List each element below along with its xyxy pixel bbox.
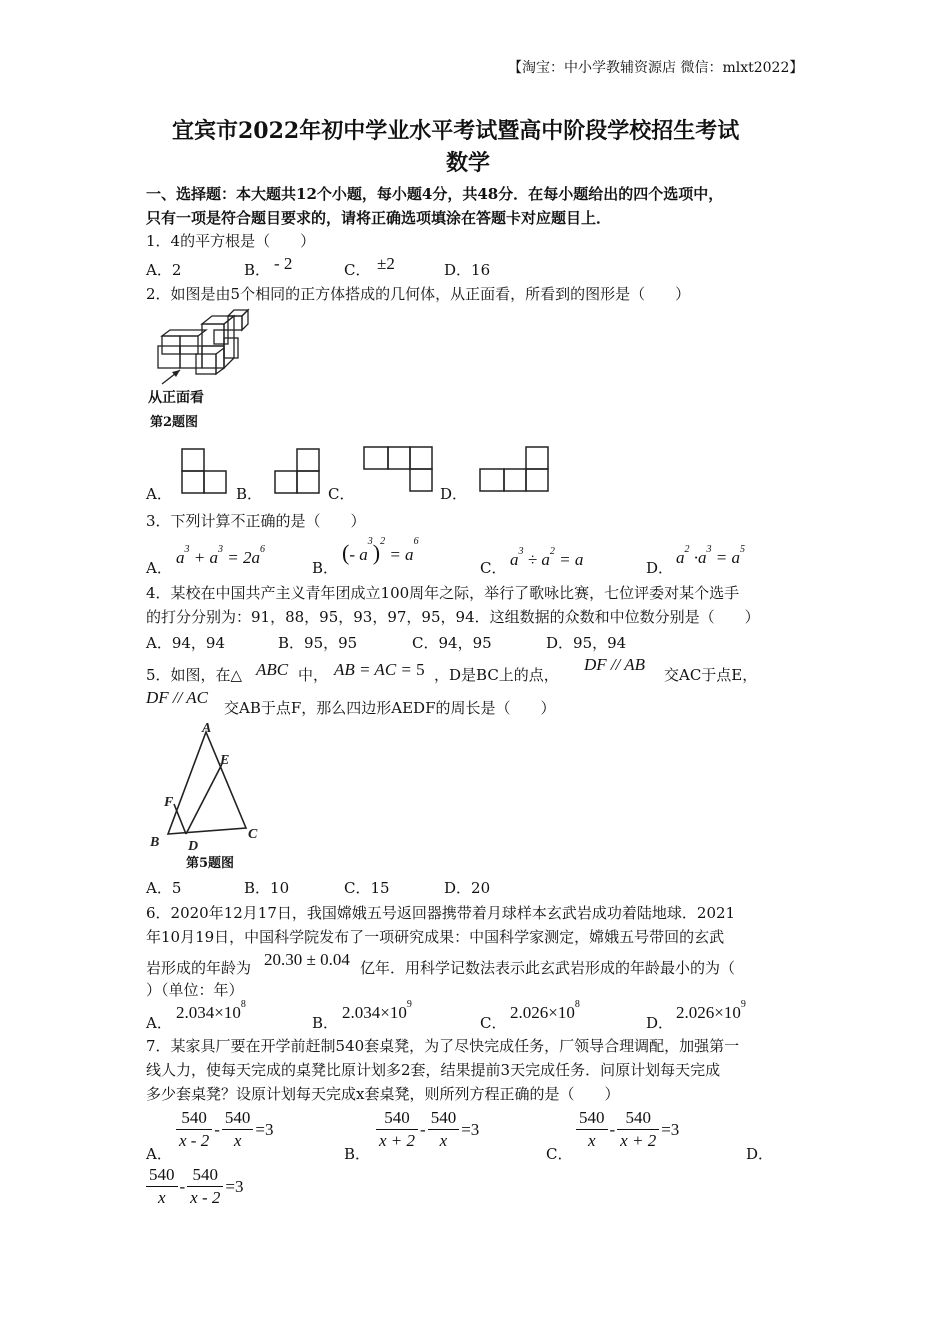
q6-line4: ）（单位：年）: [146, 981, 244, 999]
q6-option-a: A．: [146, 1014, 172, 1032]
q2-stem: 2．如图是由5个相同的正方体搭成的几何体，从正面看，所看到的图形是（ ）: [146, 285, 691, 303]
q5-point-d: D: [188, 839, 199, 854]
q1-option-a: A．2: [146, 261, 182, 279]
q6-option-c: C．: [480, 1014, 507, 1032]
q3-option-c-expr: $a^3 \div a^2 = a$: [510, 546, 584, 569]
q4-line1: 4．某校在中国共产主义青年团成立100周年之际，举行了歌咏比赛，七位评委对某个选手: [146, 584, 740, 602]
q5-line1-c: ，D是BC上的点，: [434, 666, 559, 684]
q2-figure-caption: 从正面看: [148, 390, 204, 406]
q7-line3: 多少套桌凳？设原计划每天完成x套桌凳，则所列方程正确的是（ ）: [146, 1085, 620, 1103]
q5-ab-ac-eq: AB = AC = 5: [334, 660, 425, 679]
q7-option-d: D．: [746, 1145, 774, 1163]
q6-option-d-expr: $2.026\times 10^9$: [676, 999, 746, 1022]
q3-option-d: D．: [646, 559, 674, 577]
page-title: 宜宾市2022年初中学业水平考试暨高中阶段学校招生考试: [172, 118, 740, 144]
q5-df-parallel-ab: DF // AB: [584, 655, 646, 674]
q7-line2: 线人力，使每天完成的桌凳比原计划多2套，结果提前3天完成任务．问原计划每天完成: [146, 1061, 721, 1079]
q5-point-b: B: [150, 835, 160, 850]
q3-option-a-expr: $a^3 + a^3 = 2a^6$: [176, 544, 265, 567]
q7-option-a-equation: $\frac{540}{x - 2}$ - $\frac{540}{x}$ =3: [174, 1107, 273, 1152]
q5-line2: 交AB于点F，那么四边形AEDF的周长是（ ）: [224, 699, 556, 717]
q6-option-b: B．: [312, 1014, 339, 1032]
q1-stem: 1．4的平方根是（ ）: [146, 232, 316, 250]
q6-option-b-expr: $2.034\times 10^9$: [342, 999, 412, 1022]
watermark: 【淘宝：中小学教辅资源店 微信：mlxt2022】: [508, 60, 804, 76]
q3-option-c: C．: [480, 559, 507, 577]
q3-option-b-expr: (- $a^3)^2 = a^6$: [342, 536, 419, 565]
q1-option-c-value: ±2: [377, 254, 395, 273]
q7-option-a: A．: [146, 1145, 172, 1163]
q2-option-d-figure: [478, 445, 552, 495]
q1-option-c-label: C．: [344, 261, 371, 279]
q1-option-b-value: - 2: [274, 254, 293, 273]
q2-option-c-figure: [362, 445, 436, 493]
q7-option-b-equation: $\frac{540}{x + 2}$ - $\frac{540}{x}$ =3: [374, 1107, 479, 1152]
q1-option-b-label: B．: [244, 261, 271, 279]
q2-option-b-figure: [273, 447, 321, 495]
q7-option-d-equation: $\frac{540}{x}$ - $\frac{540}{x - 2}$ =3: [144, 1164, 243, 1209]
q7-line1: 7．某家具厂要在开学前赶制540套桌凳，为了尽快完成任务，厂领导合理调配，加强第一: [146, 1037, 740, 1055]
subject-title: 数学: [446, 150, 491, 176]
q3-option-b: B．: [312, 559, 339, 577]
q5-triangle-figure: [150, 722, 270, 852]
q7-option-b: B．: [344, 1145, 371, 1163]
q7-option-c-equation: $\frac{540}{x}$ - $\frac{540}{x + 2}$ =3: [574, 1107, 679, 1152]
q5-option-a: A．5: [146, 879, 182, 897]
q5-point-e: E: [220, 753, 230, 768]
q5-option-c: C．15: [344, 879, 390, 897]
q4-option-b: B．95，95: [278, 634, 358, 652]
q3-stem: 3．下列计算不正确的是（ ）: [146, 512, 366, 530]
q6-age-value: 20.30 ± 0.04: [264, 950, 350, 969]
q5-line1-b: 中，: [298, 666, 329, 684]
q2-figure-label: 第2题图: [150, 415, 199, 430]
q5-option-d: D．20: [444, 879, 491, 897]
q5-option-b: B．10: [244, 879, 290, 897]
q5-df-parallel-ac: DF // AC: [146, 688, 209, 707]
q4-option-d: D．95，94: [546, 634, 627, 652]
q2-option-c: C．: [328, 485, 355, 503]
q3-option-d-expr: $a^2 \cdot a^3 = a^5$: [676, 544, 745, 567]
q4-line2: 的打分分别为：91，88，95，93，97，95，94．这组数据的众数和中位数分别是（ ）: [146, 608, 760, 626]
q6-line1: 6．2020年12月17日，我国嫦娥五号返回器携带着月球样本玄武岩成功着陆地球．2021: [146, 904, 736, 922]
q5-point-f: F: [164, 795, 174, 810]
q5-point-a: A: [202, 721, 212, 736]
q1-option-d: D．16: [444, 261, 491, 279]
q3-option-a: A．: [146, 559, 172, 577]
q5-point-c: C: [248, 827, 258, 842]
q4-option-c: C．94，95: [412, 634, 492, 652]
q6-line2: 年10月19日，中国科学院发布了一项研究成果：中国科学家测定，嫦娥五号带回的玄武: [146, 928, 725, 946]
q6-line3-a: 岩形成的年龄为: [146, 959, 252, 977]
q5-line1-d: 交AC于点E，: [664, 666, 758, 684]
q2-option-a-figure: [180, 447, 228, 495]
section-header-line2: 只有一项是符合题目要求的，请将正确选项填涂在答题卡对应题目上．: [146, 209, 612, 227]
q5-triangle-abc: ABC: [256, 660, 289, 679]
q5-line1-a: 5．如图，在△: [146, 666, 243, 684]
q2-option-b: B．: [236, 485, 263, 503]
q7-option-c: C．: [546, 1145, 573, 1163]
q2-option-a: A．: [146, 485, 172, 503]
q6-option-d: D．: [646, 1014, 674, 1032]
q6-line3-b: 亿年．用科学记数法表示此玄武岩形成的年龄最小的为（: [360, 959, 736, 977]
section-header-line1: 一、选择题：本大题共12个小题，每小题4分，共48分．在每小题给出的四个选项中，: [146, 185, 724, 203]
q6-option-c-expr: $2.026\times 10^8$: [510, 999, 580, 1022]
q5-figure-label: 第5题图: [186, 856, 235, 871]
q6-option-a-expr: $2.034\times 10^8$: [176, 999, 246, 1022]
q2-option-d: D．: [440, 485, 468, 503]
q4-option-a: A．94，94: [146, 634, 226, 652]
